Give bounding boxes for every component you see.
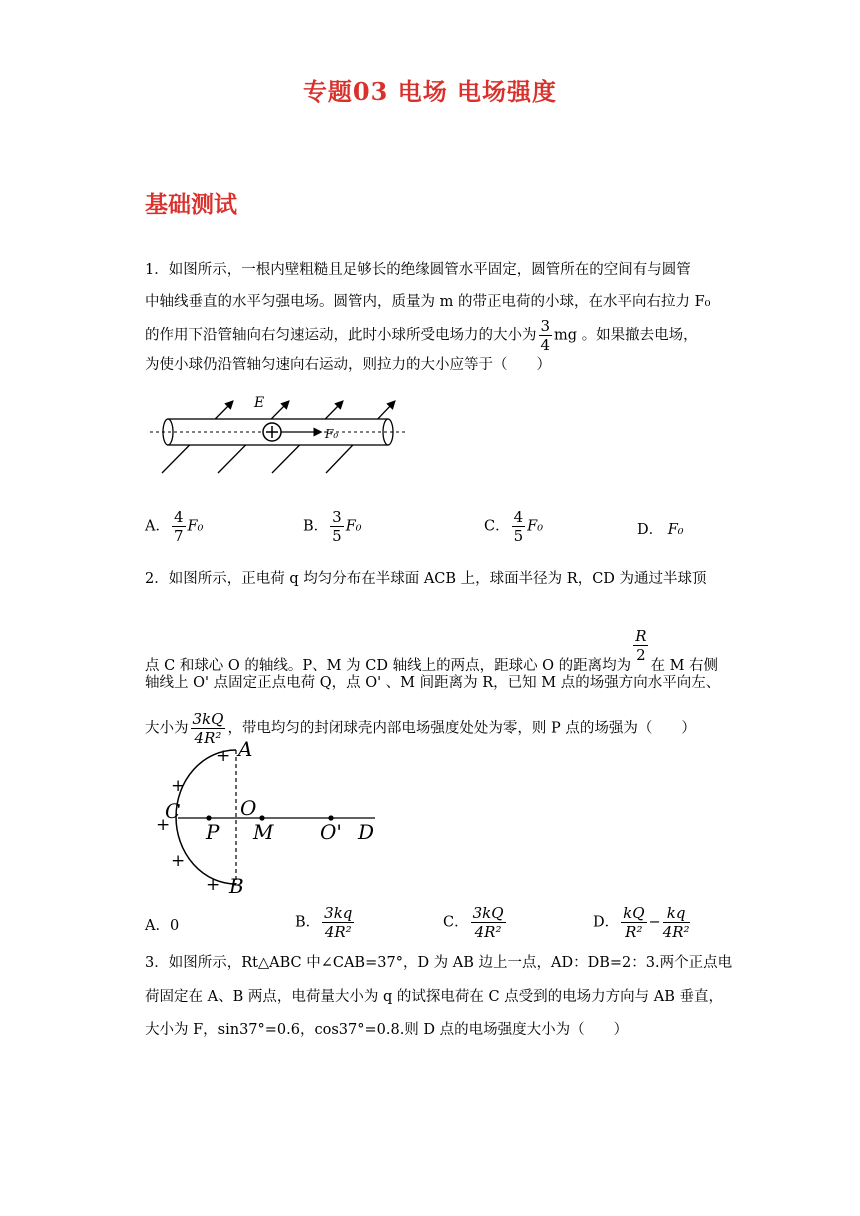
section-heading: 基础测试 [145, 191, 237, 218]
q2-option-b: B． $\frac{3kq}{\text{4R²}}$ [295, 904, 353, 941]
svg-text:M: M [253, 820, 274, 844]
q2-option-a: A．0 [145, 918, 180, 934]
q3-line-2: 荷固定在 A、B 两点，电荷量大小为 q 的试探电荷在 C 点受到的电场力方向与 AB 垂直， [145, 989, 724, 1005]
q1-figure-tube [150, 390, 410, 480]
q1-line-4: 为使小球仍沿管轴匀速向右运动，则拉力的大小应等于（ ） [145, 357, 551, 373]
svg-text:+: + [171, 776, 186, 796]
svg-text:+: + [216, 746, 231, 766]
page-title: 专题03 电场 电场强度 [302, 77, 558, 106]
q1-option-b: B． $\frac{3}{5}$ F₀ [303, 508, 362, 545]
q1-line-1: 1．如图所示，一根内壁粗糙且足够长的绝缘圆管水平固定，圆管所在的空间有与圆管 [145, 262, 691, 278]
svg-text:O: O [240, 796, 257, 820]
q1-line-3 [145, 317, 698, 354]
label-F0: F₀ [325, 427, 339, 441]
q1-fraction: $\frac{3}{4}$ [540, 317, 551, 354]
svg-text:D: D [358, 820, 375, 844]
q1-line-3-text-a: 的作用下沿管轴向右匀速运动，此时小球所受电场力的大小为 [145, 327, 537, 344]
q1-line-3-text-b: mg 。如果撤去电场， [554, 327, 698, 344]
svg-text:P: P [206, 820, 220, 844]
q2-option-d: D． $\frac{kQ}{\text{R²}}$ − $\frac{kq}{\text{4R²}}$ [593, 904, 690, 941]
q3-line-1: 3．如图所示，Rt△ABC 中∠CAB=37°，D 为 AB 边上一点，AD：DB=2：3.两个正点电 [145, 955, 733, 971]
q2-line-3: 轴线上 O' 点固定正点电荷 Q，点 O' 、M 间距离为 R，已知 M 点的场强方向水平向左、 [145, 675, 721, 691]
svg-text:B: B [229, 874, 244, 898]
q2-figure-hemisphere [150, 738, 390, 898]
svg-text:+: + [171, 851, 186, 871]
svg-text:A: A [238, 738, 253, 761]
q2-line-2: 点 C 和球心 O 的轴线。P、M 为 CD 轴线上的两点，距球心 O 的距离均为 $\frac{R}{2}$ 在 M 右侧 [145, 627, 719, 674]
q3-line-3: 大小为 F，sin37°=0.6，cos37°=0.8.则 D 点的电场强度大小为（ ） [145, 1022, 629, 1038]
svg-text:+: + [206, 875, 221, 895]
q2-line-4: 大小为 $\frac{3kQ}{\text{4R²}}$ ，带电均匀的封闭球壳内部电场强度处处为零，则 P 点的场强为（ ） [145, 710, 696, 747]
q1-line-2: 中轴线垂直的水平匀强电场。圆管内，质量为 m 的带正电荷的小球，在水平向右拉力 F₀ [145, 294, 711, 310]
q1-option-c: C． $\frac{4}{5}$ F₀ [484, 508, 544, 545]
svg-text:O': O' [320, 820, 342, 844]
q1-option-d: D． F₀ [637, 522, 684, 538]
svg-text:C: C [165, 799, 181, 823]
q2-option-c: C． $\frac{3kQ}{\text{4R²}}$ [443, 904, 504, 941]
q1-option-a: A． $\frac{4}{7}$ F₀ [145, 508, 204, 545]
q2-line-1: 2．如图所示，正电荷 q 均匀分布在半球面 ACB 上，球面半径为 R，CD 为通过半球顶 [145, 571, 707, 587]
label-E: E [254, 395, 265, 411]
svg-text:+: + [156, 815, 171, 835]
